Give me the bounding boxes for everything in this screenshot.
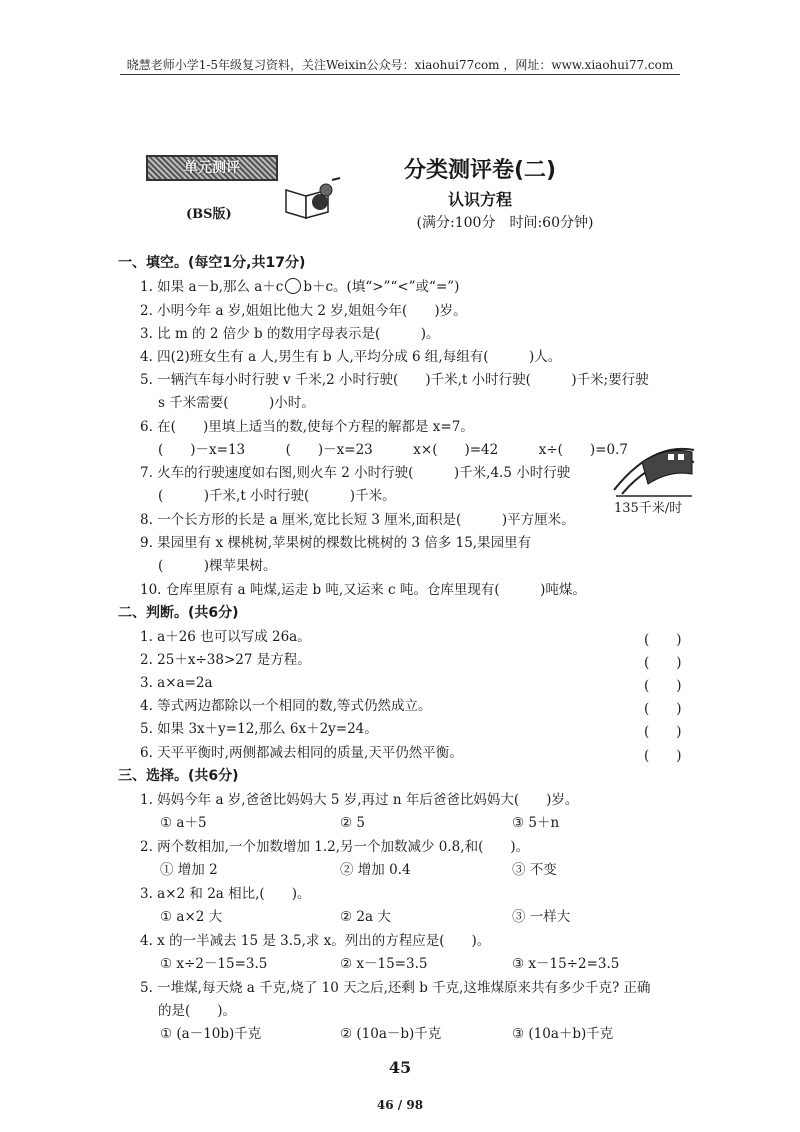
banner-divider [120,74,680,75]
judge-q4-answer[interactable]: ( ) [644,701,682,717]
fill-q1 [140,278,459,296]
page-total: 46 / 98 [376,1098,424,1112]
judge-q1-answer[interactable]: ( ) [644,632,682,648]
choose-q1-opt3[interactable]: ③ 5＋n [512,815,560,831]
logo-text: 单元测评 [184,160,240,176]
choose-q3-opt2[interactable]: ② 2a 大 [340,909,391,925]
choose-q3-opt3[interactable]: ③ 一样大 [512,909,571,925]
choose-q5-line1: 5. 一堆煤,每天烧 a 千克,烧了 10 天之后,还剩 b 千克,这堆煤原来共有多少千克? 正确 [140,980,651,996]
unit-logo [146,155,278,181]
fill-q5-line1: 5. 一辆汽车每小时行驶 v 千米,2 小时行驶( )千米,t 小时行驶( )千米;要行驶 [140,372,649,388]
judge-q1: 1. a＋26 也可以写成 26a。 [140,629,311,645]
fill-q1-part1: 1. 如果 a－b,那么 a＋c [140,279,284,295]
fill-q2: 2. 小明今年 a 岁,姐姐比他大 2 岁,姐姐今年( )岁。 [140,303,467,319]
choose-q1-opt1[interactable]: ① a＋5 [160,815,207,831]
train-speed-label: 135千米/时 [614,501,683,516]
section-choose-heading: 三、选择。(共6分) [118,768,239,784]
choose-q4-opt2[interactable]: ② x－15=3.5 [340,956,428,972]
choose-q2-opt1[interactable]: ① 增加 2 [160,862,218,878]
fill-q1-part2: b＋c。(填“>”“<”或“=”) [303,279,460,295]
train-icon [612,440,696,498]
edition-label: (BS版) [186,207,232,222]
fill-q8: 8. 一个长方形的长是 a 厘米,宽比长短 3 厘米,面积是( )平方厘米。 [140,512,575,528]
choose-q5-opt2[interactable]: ② (10a－b)千克 [340,1026,442,1042]
fill-q10: 10. 仓库里原有 a 吨煤,运走 b 吨,又运来 c 吨。仓库里现有( )吨煤。 [140,582,586,598]
fill-q9-line2: ( )棵苹果树。 [158,558,277,574]
judge-q5: 5. 如果 3x＋y=12,那么 6x＋2y=24。 [140,721,378,737]
choose-q2-opt3[interactable]: ③ 不变 [512,862,557,878]
choose-q4: 4. x 的一半减去 15 是 3.5,求 x。列出的方程应是( )。 [140,933,491,949]
fill-q9-line1: 9. 果园里有 x 棵桃树,苹果树的棵数比桃树的 3 倍多 15,果园里有 [140,535,532,551]
fill-q3: 3. 比 m 的 2 倍少 b 的数用字母表示是( )。 [140,326,440,342]
page-title: 分类测评卷(二) [403,158,557,183]
section-judge-heading: 二、判断。(共6分) [118,605,239,621]
page-number: 45 [388,1058,412,1077]
judge-q5-answer[interactable]: ( ) [644,724,682,740]
score-time: (满分:100分 时间:60分钟) [416,215,594,231]
choose-q3-opt1[interactable]: ① a×2 大 [160,909,223,925]
judge-q4: 4. 等式两边都除以一个相同的数,等式仍然成立。 [140,698,432,714]
book-illustration-icon [282,176,344,220]
judge-q6-answer[interactable]: ( ) [644,748,682,764]
judge-q3: 3. a×a=2a [140,675,213,691]
choose-q1-opt2[interactable]: ② 5 [340,815,365,831]
section-fill-heading: 一、填空。(每空1分,共17分) [118,255,306,271]
choose-q3: 3. a×2 和 2a 相比,( )。 [140,886,311,902]
fill-q4: 4. 四(2)班女生有 a 人,男生有 b 人,平均分成 6 组,每组有( )人。 [140,349,562,365]
choose-q4-opt1[interactable]: ① x÷2－15=3.5 [160,956,268,972]
choose-q5-opt3[interactable]: ③ (10a＋b)千克 [512,1026,614,1042]
choose-q2-opt2[interactable]: ② 增加 0.4 [340,862,411,878]
judge-q2: 2. 25＋x÷38>27 是方程。 [140,652,311,668]
site-banner: 晓慧老师小学1-5年级复习资料，关注Weixin公众号：xiaohui77com ，网址：www.xiaohui77.com [126,58,674,72]
page-subtitle: 认识方程 [447,190,512,209]
judge-q2-answer[interactable]: ( ) [644,655,682,671]
choose-q2: 2. 两个数相加,一个加数增加 1.2,另一个加数减少 0.8,和( )。 [140,839,530,855]
fill-q6-line1: 6. 在( )里填上适当的数,使每个方程的解都是 x=7。 [140,419,474,435]
judge-q3-answer[interactable]: ( ) [644,678,682,694]
fill-q5-line2: s 千米需要( )小时。 [158,395,315,411]
choose-q4-opt3[interactable]: ③ x－15÷2=3.5 [512,956,620,972]
choose-q1: 1. 妈妈今年 a 岁,爸爸比妈妈大 5 岁,再过 n 年后爸爸比妈妈大( )岁。 [140,792,579,808]
fill-q6-line2: ( )－x=13 ( )－x=23 x×( )=42 x÷( )=0.7 [158,442,628,458]
fill-q7-line2: ( )千米,t 小时行驶( )千米。 [158,488,396,504]
choose-q5-opt1[interactable]: ① (a－10b)千克 [160,1026,262,1042]
choose-q5-line2: 的是( )。 [158,1003,237,1019]
fill-q7-line1: 7. 火车的行驶速度如右图,则火车 2 小时行驶( )千米,4.5 小时行驶 [140,465,571,481]
judge-q6: 6. 天平平衡时,两侧都减去相同的质量,天平仍然平衡。 [140,745,463,761]
compare-circle-icon[interactable] [285,278,301,294]
